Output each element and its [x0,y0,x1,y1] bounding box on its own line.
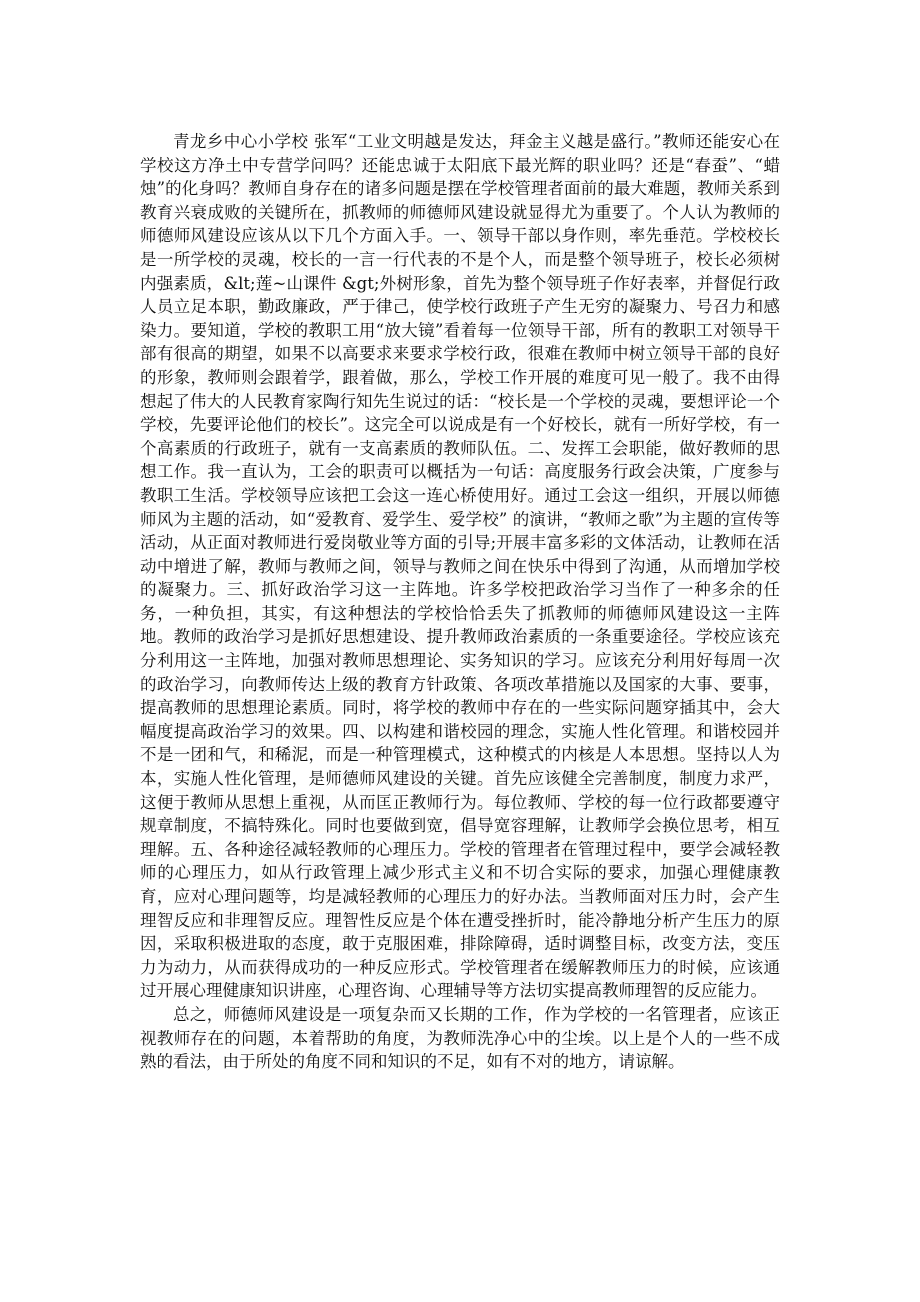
article-body [140,130,780,1074]
paragraph-conclusion: 总之，师德师风建设是一项复杂而又长期的工作，作为学校的一名管理者，应该正视教师存在的问题，本着帮助的角度，为教师洗净心中的尘埃。以上是个人的一些不成熟的看法，由于所处的角度不同和知识的不足，如有不对的地方，请谅解。 [140,1004,780,1072]
paragraph-main: 青龙乡中心小学校 张军“工业文明越是发达，拜金主义越是盛行。”教师还能安心在学校这方净土中专营学问吗？还能忠诚于太阳底下最光辉的职业吗？还是“春蚕”、“蜡烛”的化身吗？教师自身存在的诸多问题是摆在学校管理者面前的最大难题，教师关系到教育兴衰成败的关键所在，抓教师的师德师风建设就显得尤为重要了。个人认为教师的师德师风建设应该从以下几个方面入手。一、领导干部以身作则，率先垂范。学校校长是一所学校的灵魂，校长的一言一行代表的不是个人，而是整个领导班子，校长必须树内强素质，&lt;莲~山课件 &gt;外树形象，首先为整个领导班子作好表率，并督促行政人员立足本职，勤政廉政，严于律己，使学校行政班子产生无穷的凝聚力、号召力和感染力。要知道，学校的教职工用“放大镜”看着每一位领导干部，所有的教职工对领导干部有很高的期望，如果不以高要求来要求学校行政，很难在教师中树立领导干部的良好的形象，教师则会跟着学，跟着做，那么，学校工作开展的难度可见一般了。我不由得想起了伟大的人民教育家陶行知先生说过的话：“校长是一个学校的灵魂，要想评论一个学校，先要评论他们的校长”。这完全可以说成是有一个好校长，就有一所好学校，有一个高素质的行政班子，就有一支高素质的教师队伍。二、发挥工会职能，做好教师的思想工作。我一直认为，工会的职责可以概括为一句话：高度服务行政会决策，广度参与教职工生活。学校领导应该把工会这一连心桥使用好。通过工会这一组织，开展以师德师风为主题的活动，如“爱教育、爱学生、爱学校” 的演讲，“教师之歌”为主题的宣传等活动，从正面对教师进行爱岗敬业等方面的引导;开展丰富多彩的文体活动，让教师在活动中增进了解，教师与教师之间，领导与教师之间在快乐中得到了沟通，从而增加学校的凝聚力。三、抓好政治学习这一主阵地。许多学校把政治学习当作了一种多余的任务，一种负担，其实，有这种想法的学校恰恰丢失了抓教师的师德师风建设这一主阵地。教师的政治学习是抓好思想建设、提升教师政治素质的一条重要途径。学校应该充分利用这一主阵地，加强对教师思想理论、实务知识的学习。应该充分利用好每周一次的政治学习，向教师传达上级的教育方针政策、各项改革措施以及国家的大事、要事，提高教师的思想理论素质。同时，将学校的教师中存在的一些实际问题穿插其中，会大幅度提高政治学习的效果。四、以构建和谐校园的理念，实施人性化管理。和谐校园并不是一团和气，和稀泥，而是一种管理模式，这种模式的内核是人本思想。坚持以人为本，实施人性化管理，是师德师风建设的关键。首先应该健全完善制度，制度力求严，这便于教师从思想上重视，从而匡正教师行为。每位教师、学校的每一位行政都要遵守规章制度，不搞特殊化。同时也要做到宽，倡导宽容理解，让教师学会换位思考，相互理解。五、各种途径减轻教师的心理压力。学校的管理者在管理过程中，要学会减轻教师的心理压力，如从行政管理上减少形式主义和不切合实际的要求，加强心理健康教育，应对心理问题等，均是减轻教师的心理压力的好办法。当教师面对压力时，会产生理智反应和非理智反应。理智性反应是个体在遭受挫折时，能冷静地分析产生压力的原因，采取积极进取的态度，敢于克服困难，排除障碍，适时调整目标，改变方法，变压力为动力，从而获得成功的一种反应形式。学校管理者在缓解教师压力的时候，应该通过开展心理健康知识讲座，心理咨询、心理辅导等方法切实提高教师理智的反应能力。 [140,132,780,1001]
